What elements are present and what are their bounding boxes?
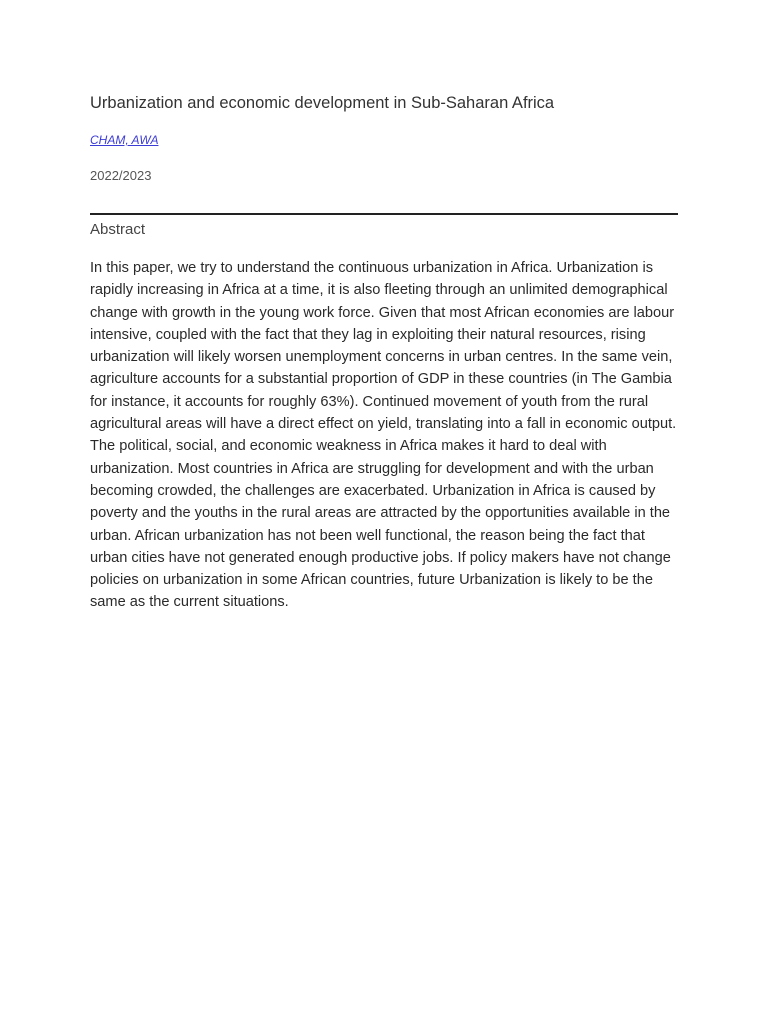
document-title: Urbanization and economic development in Sub-Saharan Africa (90, 94, 555, 112)
abstract-text: In this paper, we try to understand the continuous urbanization in Africa. Urbanization is rapidly increasing in Africa at a time, it is also fleeting through an unlimited demographical change with growth in the young work force. Given that most African economies are labour intensive, coupled with the fact that they lag in exploiting their natural resources, rising urbanization will likely worsen unemployment concerns in urban centres. In the same vein, agriculture accounts for a substantial proportion of GDP in these countries (in The Gambia for instance, it accounts for roughly 63%). Continued movement of youth from the rural agricultural areas will have a direct effect on yield, translating into a fall in economic output. The political, social, and economic weakness in Africa makes it hard to deal with urbanization. Most countries in Africa are struggling for development and with the urban becoming crowded, the challenges are exacerbated. Urbanization in Africa is caused by poverty and the youths in the rural areas are attracted by the opportunities available in the urban. African urbanization has not been well functional, the reason being the fact that urban cities have not generated enough productive jobs. If policy makers have not change policies on urbanization in some African countries, future Urbanization is likely to be the same as the current situations. (90, 260, 677, 611)
author-link[interactable]: CHAM, AWA (90, 133, 159, 147)
section-divider (90, 213, 678, 215)
abstract-heading: Abstract (90, 221, 146, 238)
academic-year: 2022/2023 (90, 168, 152, 183)
